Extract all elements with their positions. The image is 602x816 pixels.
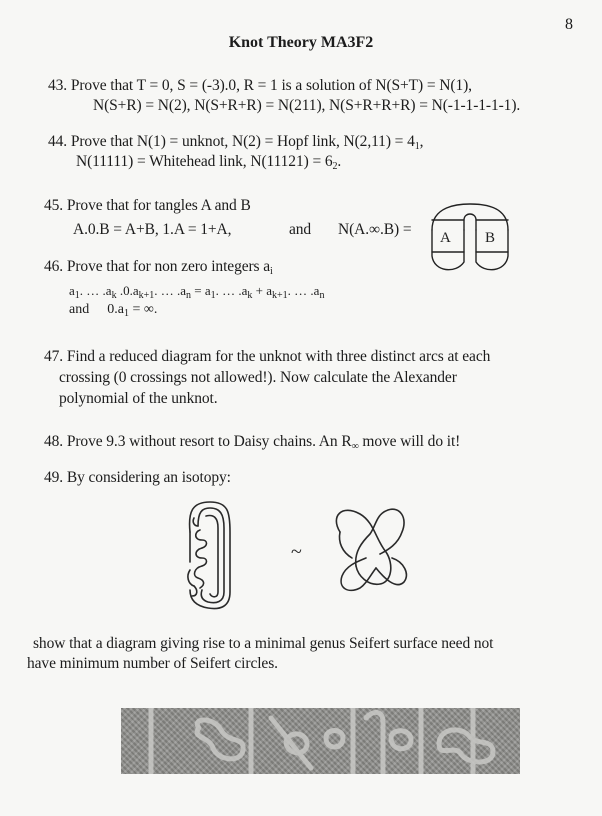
- problem-44-text-c: N(11111) = Whitehead link, N(11121) = 6: [76, 153, 333, 170]
- problem-48-text-a: 48. Prove 9.3 without resort to Daisy chains. An R: [44, 433, 352, 450]
- subscript: i: [270, 266, 273, 277]
- problem-47-line-1: 47. Find a reduced diagram for the unknot with three distinct arcs at each: [44, 348, 491, 365]
- eq-part: .0.a: [116, 283, 139, 298]
- subscript: k: [111, 290, 117, 301]
- subscript: n: [319, 290, 325, 301]
- subscript: k: [247, 290, 253, 301]
- isotopy-knot-diagrams: [180, 492, 420, 617]
- subscript: 1: [74, 290, 80, 301]
- problem-49-conclusion-line-2: have minimum number of Seifert circles.: [27, 655, 278, 672]
- problem-47-line-3: polynomial of the unknot.: [59, 390, 218, 407]
- celtic-knot-pattern: [121, 708, 520, 774]
- tangle-label-b: B: [485, 230, 496, 246]
- eq-part: . … .a: [79, 283, 112, 298]
- eq-part: = ∞.: [128, 302, 158, 317]
- tangle-label-a: A: [440, 230, 451, 246]
- problem-47-line-2: crossing (0 crossings not allowed!). Now calculate the Alexander: [59, 369, 457, 386]
- problem-43-line-1: 43. Prove that T = 0, S = (-3).0, R = 1 is a solution of N(S+T) = N(1),: [48, 77, 472, 94]
- problem-46-line-1: [44, 258, 273, 276]
- page-title: Knot Theory MA3F2: [228, 34, 374, 51]
- eq-part: + a: [252, 283, 273, 298]
- eq-part: 0.a: [107, 302, 124, 317]
- page-number: 8: [565, 16, 573, 33]
- problem-45-and: and: [289, 221, 312, 238]
- problem-48: [44, 433, 460, 451]
- eq-part: . … .a: [154, 283, 187, 298]
- subscript: 1: [414, 141, 420, 152]
- eq-part: a: [69, 283, 75, 298]
- problem-46-and: and: [69, 302, 90, 317]
- problem-45-line-1: 45. Prove that for tangles A and B: [44, 197, 251, 214]
- problem-46-equation: [69, 283, 324, 299]
- subscript: 2: [332, 161, 338, 172]
- subscript: ∞: [351, 441, 359, 452]
- isotopy-tilde: ~: [291, 541, 302, 563]
- problem-44-text-b: ,: [419, 133, 424, 150]
- subscript: k+1: [272, 290, 288, 301]
- problem-45-equation: N(A.∞.B) =: [338, 221, 412, 238]
- tangle-infinity-product-figure: [428, 200, 512, 275]
- problem-44-line-1: [48, 133, 423, 151]
- subscript: 1: [123, 308, 129, 319]
- problem-48-text-b: move will do it!: [358, 433, 461, 450]
- eq-part: . … .a: [287, 283, 320, 298]
- problem-45-line-2a: A.0.B = A+B, 1.A = 1+A,: [73, 221, 232, 238]
- problem-49-line-1: 49. By considering an isotopy:: [44, 469, 231, 486]
- problem-49-conclusion-line-1: show that a diagram giving rise to a minimal genus Seifert surface need not: [33, 635, 494, 652]
- problem-44-text-d: .: [337, 153, 342, 170]
- problem-43-line-2: N(S+R) = N(2), N(S+R+R) = N(211), N(S+R+R+R) = N(-1-1-1-1-1).: [93, 97, 521, 114]
- eq-part: . … .a: [215, 283, 248, 298]
- eq-part: = a: [191, 283, 211, 298]
- subscript: n: [186, 290, 192, 301]
- subscript: k+1: [138, 290, 155, 301]
- problem-44-line-2: [76, 153, 341, 171]
- celtic-knot-decorative-band: [121, 708, 520, 774]
- subscript: 1: [210, 290, 216, 301]
- problem-46-text: 46. Prove that for non zero integers a: [44, 258, 271, 275]
- problem-44-text-a: 44. Prove that N(1) = unknot, N(2) = Hopf link, N(2,11) = 4: [48, 133, 415, 150]
- problem-46-line-3: [69, 302, 157, 318]
